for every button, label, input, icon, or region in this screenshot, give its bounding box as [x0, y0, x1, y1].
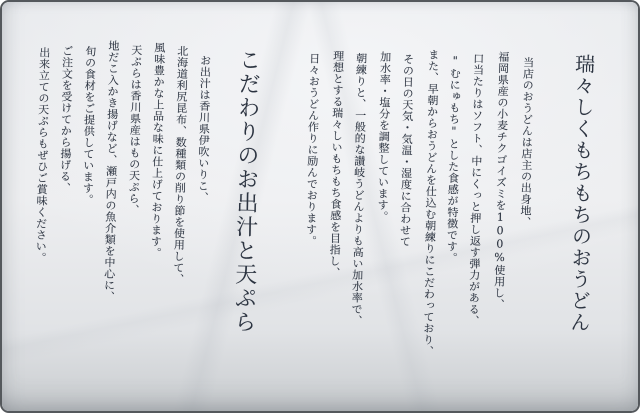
tempura-text-column-2: 地だこ入かき揚げなど、瀬戸内の魚介類を中心に、 — [102, 39, 121, 303]
tempura-text-column-4: ご注文を受けてから揚げる、 — [58, 45, 74, 194]
udon-text-column-2: 福岡県産の小麦チクゴイズミを100%使用し、 — [492, 51, 510, 311]
paper-sheet — [2, 2, 638, 411]
dashi-text-column-1: お出汁は香川県伊吹いりこ、 — [196, 54, 212, 204]
udon-text-column-6: その日の天気・気温・湿度に合わせて — [398, 53, 415, 248]
section-heading-dashi-tempura: こだわりのお出汁と天ぷら — [230, 48, 261, 335]
tempura-text-column-1: 天ぷらは香川県産はもの天ぷら、 — [126, 44, 143, 216]
tempura-text-column-5: 出来立ての天ぷらもぜひご賞味ください。 — [33, 46, 51, 264]
udon-text-column-9: 理想とする瑞々しいもちもち食感を目指し、 — [327, 50, 345, 279]
udon-text-column-3: 口当たりはソフト、中にくっと押し返す弾力がある、 — [466, 52, 485, 327]
udon-text-column-10: 日々おうどん作りに励んでおります。 — [304, 52, 321, 247]
udon-text-column-1: 当店のおうどんは店主の出身地、 — [518, 56, 535, 228]
tempura-text-column-3: 旬の食材をご提供しています。 — [80, 45, 97, 206]
section-heading-udon: 瑞々しくもちもちのおうどん — [566, 53, 596, 334]
udon-text-column-8: 朝練りと、一般的な讃岐うどんよりも高い加水率で、 — [349, 52, 368, 327]
dashi-text-column-2: 北海道利尻昆布、数種類の削り節を使用して、 — [171, 45, 189, 285]
udon-text-column-5: また、早朝からおうどんを仕込む朝練りにこだわっており、 — [421, 48, 440, 357]
udon-text-column-7: 加水率・塩分を調整しています。 — [375, 50, 392, 223]
dashi-text-column-3: 風味豊かな上品な味に仕上げております。 — [149, 41, 166, 259]
udon-text-column-4: "むにゅもち"とした食感が特徴です。 — [444, 54, 462, 264]
